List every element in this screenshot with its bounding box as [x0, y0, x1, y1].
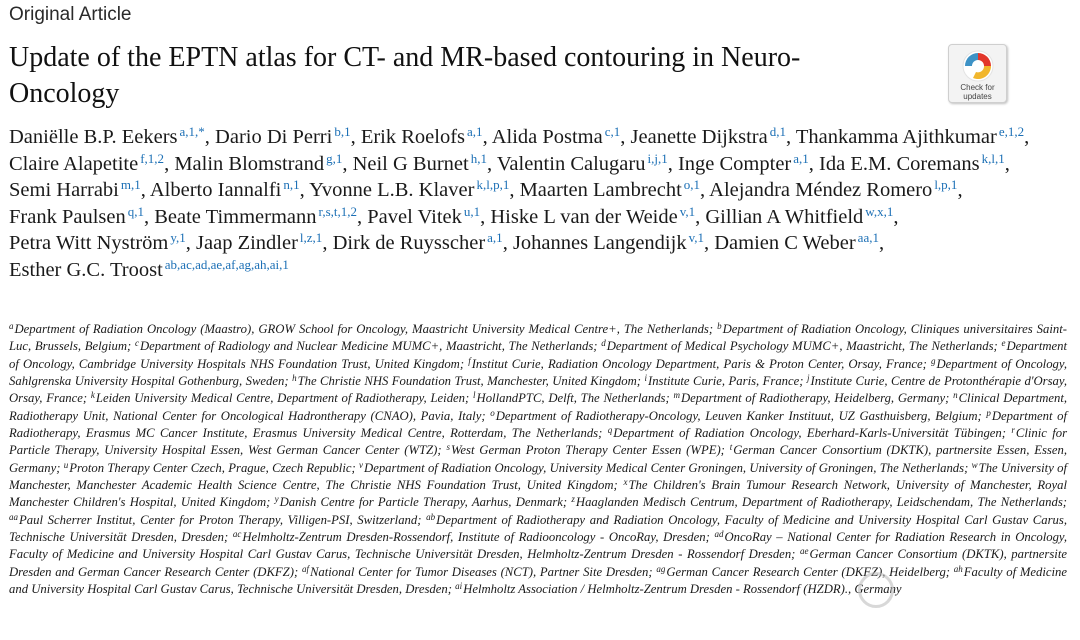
author-item [9, 256, 289, 281]
affiliation-text: Institut Curie, Radiation Oncology Department, Paris & Proton Center, Orsay, France; [471, 356, 927, 371]
affiliation-text: Department of Radiation Oncology, University Medical Center Groningen, University of Groningen, The Netherlands; [364, 460, 969, 475]
affiliation-text: Clinical Department, Radiotherapy Unit, National Center for Oncological Hadrontherapy (CNAO), Pavia, Italy; [9, 391, 1068, 423]
affiliation-key: h [292, 373, 297, 384]
author-name[interactable]: Yvonne L.B. Klaver [309, 179, 475, 201]
author-item [215, 126, 351, 148]
author-name[interactable]: Hiske L van der Weide [490, 205, 678, 228]
affiliation-text: Haaglanden Medisch Centrum, Department of Radiotherapy, Leidschendam, The Netherlands; [575, 495, 1068, 510]
author-name[interactable]: Johannes Langendijk [512, 232, 687, 254]
affiliation-text: German Cancer Consortium (DKTK), partnersite Dresden and German Cancer Research Center (DKFZ); [9, 547, 1067, 579]
author-name[interactable]: Jeanette Dijkstra [630, 126, 768, 148]
author-item [490, 203, 696, 228]
author-name[interactable]: Alida Postma [491, 126, 603, 148]
author-affiliation-link[interactable]: a,1 [793, 150, 809, 166]
affiliation-text: Helmholtz-Zentrum Dresden-Rossendorf, Institute of Radiooncology - OncoRay, Dresden; [242, 530, 710, 545]
author-name[interactable]: Beate Timmermann [154, 205, 317, 228]
affiliation-key: f [468, 355, 471, 366]
author-item [9, 179, 141, 201]
author-name[interactable]: Dirk de Ruysscher [332, 232, 486, 254]
affiliation-key: ab [426, 511, 436, 522]
affiliation-key: l [473, 390, 476, 401]
affiliation-key: z [571, 494, 575, 505]
author-item [492, 126, 621, 148]
affiliation-text: Institute Curie, Paris, France; [647, 374, 804, 389]
author-affiliation-link[interactable]: l,p,1 [934, 177, 958, 192]
author-item [677, 150, 809, 175]
author-name[interactable]: Semi Harrabi [9, 179, 119, 201]
author-affiliation-link[interactable]: k,l,1 [981, 150, 1005, 166]
author-item [174, 150, 343, 175]
author-affiliation-link[interactable]: k,l,p,1 [476, 177, 510, 192]
affiliation-text: Paul Scherrer Institut, Center for Proton Therapy, Villigen-PSI, Switzerland; [19, 512, 422, 527]
affiliation-text: HollandPTC, Delft, The Netherlands; [476, 391, 670, 406]
author-affiliation-link[interactable]: r,s,t,1,2 [318, 203, 357, 219]
affiliation-key: ai [455, 581, 463, 592]
affiliation-text: The Christie NHS Foundation Trust, Manchester, United Kingdom; [297, 374, 642, 389]
author-affiliation-link[interactable]: m,1 [120, 177, 141, 192]
author-name[interactable]: Jaap Zindler [196, 232, 298, 254]
author-list: Daniëlle B.P. Eekers $^{a,1,*}$, Dario Di Perri $^{b,1}$, Erik Roelofs $^{a,1}$, Alida Postma $^{c,1}$, Jeanette Dijkstra $^{d,1}$, Thankamma Ajithkumar $^{e,1,2}$, Claire Alapetite $^{f,1,2}$, Malin Blomstrand $^{g,1}$, Neil G Burnet $^{h,1}$, Valentin Calugaru $^{i,j,1}$, Inge Compter $^{a,1}$, Ida E.M. Coremans $^{k,l,1}$, Semi Harrabi $^{m,1}$, Alberto Iannalfi $^{n,1}$, Yvonne L.B. Klaver $^{k,l,p,1}$, Maarten Lambrecht $^{o,1}$, Alejandra Méndez Romero $^{l,p,1}$, Frank Paulsen $^{q,1}$, Beate Timmermann $^{r,s,t,1,2}$, Pavel Vitek $^{u,1}$, Hiske L van der Weide $^{v,1}$, Gillian A Whitfield $^{w,x,1}$, Petra Witt Nyström $^{y,1}$, Jaap Zindler $^{l,z,1}$, Dirk de Ruysscher $^{a,1}$, Johannes Langendijk $^{v,1}$, Damien C Weber $^{aa,1}$, Esther G.C. Troost $^{ab,ac,ad,ae,af,ag,ah,ai,1}$ [9, 124, 1030, 281]
author-name[interactable]: Ida E.M. Coremans [819, 152, 980, 175]
author-item [9, 150, 165, 175]
author-item [709, 179, 957, 201]
author-affiliation-link[interactable]: a,1 [467, 124, 483, 139]
affiliation-key: v [359, 459, 364, 470]
affiliation-text: Danish Centre for Particle Therapy, Aarhus, Denmark; [279, 495, 568, 510]
affiliation-key: i [644, 373, 647, 384]
affiliation-text: The Children's Brain Tumour Research Network, University of Manchester, Royal Manchester Children's Hospital, United Kingdom; [9, 478, 1067, 510]
author-affiliation-link[interactable]: v,1 [688, 230, 704, 245]
affiliation-key: ac [232, 529, 242, 540]
author-affiliation-link[interactable]: a,1 [487, 230, 503, 245]
author-item [496, 150, 668, 175]
affiliation-key: j [806, 373, 810, 384]
author-name[interactable]: Gillian A Whitfield [705, 205, 864, 228]
affiliation-text: West German Proton Therapy Center Essen (WPE); [450, 443, 725, 458]
affiliation-key: ag [656, 563, 666, 574]
author-name[interactable]: Alberto Iannalfi [149, 179, 282, 201]
crossmark-icon [961, 49, 995, 83]
author-item [367, 203, 481, 228]
author-item [361, 126, 483, 148]
affiliation-text: German Cancer Consortium (DKTK), partnersite Essen, Essen, Germany; [9, 443, 1068, 475]
affiliation-key: o [490, 407, 495, 418]
affiliation-key: t [729, 442, 733, 453]
author-affiliation-link[interactable]: ab,ac,ad,ae,af,ag,ah,ai,1 [164, 256, 289, 272]
affiliation-key: s [446, 442, 450, 453]
author-item [9, 126, 205, 148]
author-item [796, 126, 1024, 148]
author-name[interactable]: Petra Witt Nyström [9, 232, 169, 254]
author-affiliation-link[interactable]: v,1 [679, 203, 696, 219]
author-item [154, 203, 357, 228]
badge-line-2: updates [963, 92, 992, 101]
affiliation-text: National Center for Tumor Diseases (NCT), Partner Site Dresden; [309, 564, 653, 579]
author-item [513, 232, 704, 254]
author-item [9, 232, 186, 254]
affiliation-key: r [1011, 425, 1015, 436]
affiliation-key: a [9, 321, 14, 331]
author-affiliation-link[interactable]: b,1 [334, 124, 351, 139]
affiliation-text: Helmholtz Association / Helmholtz-Zentrum Dresden - Rossendorf (HZDR)., Germany [463, 582, 902, 597]
author-affiliation-link[interactable]: d,1 [769, 124, 786, 139]
author-item [150, 179, 300, 201]
affiliation-key: g [930, 355, 936, 366]
affiliation-text: The University of Manchester, Manchester Academic Health Science Centre, The Christie NHS Foundation Trust, United Kingdom; [9, 460, 1068, 493]
affiliation-key: af [301, 563, 309, 574]
author-affiliation-link[interactable]: i,j,1 [647, 150, 668, 166]
affiliation-key: b [717, 321, 722, 331]
author-name[interactable]: Damien C Weber [714, 232, 856, 254]
affiliation-text: Institute Curie, Centre de Protonthérapie d'Orsay, Orsay, France; [9, 374, 1068, 406]
affiliation-key: d [601, 338, 606, 349]
author-name[interactable]: Dario Di Perri [215, 126, 333, 148]
check-for-updates-button[interactable] [948, 44, 1007, 103]
watermark [858, 563, 1058, 614]
author-name[interactable]: Frank Paulsen [9, 205, 126, 228]
affiliation-list [9, 321, 1067, 599]
affiliation-text: OncoRay – National Center for Radiation Research in Oncology, Faculty of Medicine and University Hospital Carl Gustav Carus, Technische Universität Dresden, Helmholtz-Zentrum Dresden - Rossendorf Dresden; [9, 530, 1068, 562]
affiliation-text: Department of Radiotherapy, Heidelberg, Germany; [681, 391, 950, 406]
affiliation-text: Department of Oncology, Sahlgrenska University Hospital Gothenburg, Sweden; [9, 356, 1067, 389]
author-name[interactable]: Erik Roelofs [360, 126, 466, 148]
author-item [819, 150, 1005, 175]
affiliation-key: ah [953, 563, 963, 574]
affiliation-key: p [986, 407, 991, 418]
affiliation-text: Department of Radiation Oncology, Cliniques universitaires Saint-Luc, Brussels, Belgium; [9, 322, 1067, 354]
author-name[interactable]: Inge Compter [677, 152, 792, 175]
author-name[interactable]: Claire Alapetite [9, 152, 139, 175]
author-name[interactable]: Alejandra Méndez Romero [709, 179, 933, 201]
author-item [520, 179, 700, 201]
author-affiliation-link[interactable]: o,1 [683, 177, 701, 192]
author-name[interactable]: Thankamma Ajithkumar [795, 126, 997, 148]
affiliation-key: y [274, 494, 279, 505]
author-affiliation-link[interactable]: aa,1 [857, 230, 879, 245]
author-affiliation-link[interactable]: f,1,2 [140, 150, 165, 166]
author-item [309, 179, 509, 201]
author-item [196, 232, 322, 254]
affiliation-key: ae [799, 546, 809, 557]
author-name[interactable]: Pavel Vitek [367, 205, 462, 228]
affiliation-key: x [623, 477, 628, 488]
author-name[interactable]: Maarten Lambrecht [519, 179, 682, 201]
author-affiliation-link[interactable]: a,1,* [179, 124, 205, 139]
author-item [631, 126, 786, 148]
author-name[interactable]: Esther G.C. Troost [9, 258, 163, 281]
affiliation-text: German Cancer Research Center (DKFZ), Heidelberg; [666, 564, 951, 579]
author-affiliation-link[interactable]: g,1 [326, 150, 343, 166]
affiliation-text: Department of Medical Psychology MUMC+, Maastricht, The Netherlands; [606, 339, 998, 354]
author-item [714, 232, 879, 254]
author-affiliation-link[interactable]: h,1 [470, 150, 487, 166]
affiliation-text: Faculty of Medicine and University Hospital Carl Gustav Carus, Technische Universität Dresden, Dresden; [9, 564, 1068, 597]
affiliation-text: Department of Radiation Oncology, Eberhard-Karls-Universität Tübingen; [613, 426, 1006, 441]
affiliation-text: Department of Oncology, Cambridge University Hospitals NHS Foundation Trust, United Kingdom; [9, 339, 1068, 371]
author-item [9, 203, 144, 228]
badge-line-1: Check for [960, 83, 995, 92]
affiliation-key: m [673, 390, 680, 401]
affiliation-key: w [971, 459, 978, 470]
author-affiliation-link[interactable]: n,1 [283, 177, 300, 192]
author-affiliation-link[interactable]: y,1 [170, 230, 186, 245]
author-item [333, 232, 503, 254]
affiliation-key: e [1001, 338, 1006, 349]
affiliation-key: c [134, 338, 139, 349]
author-item [705, 203, 894, 228]
author-name[interactable]: Neil G Burnet [352, 152, 469, 175]
affiliation-text: Leiden University Medical Centre, Department of Radiotherapy, Leiden; [95, 391, 470, 406]
author-affiliation-link[interactable]: l,z,1 [299, 230, 323, 245]
affiliation-key: aa [9, 511, 18, 522]
affiliation-key: ad [714, 529, 724, 540]
article-title: Update of the EPTN atlas for CT- and MR-based contouring in Neuro-Oncology [9, 42, 801, 109]
affiliation-key: u [63, 459, 69, 470]
affiliation-key: q [607, 425, 613, 436]
watermark-logo-icon [858, 572, 894, 608]
affiliation-text: Department of Radiotherapy and Radiation Oncology, Faculty of Medicine and University Hospital Carl Gustav Carus, Technische Universität Dresden, Dresden; [9, 512, 1067, 545]
affiliation-text: Department of Radiotherapy-Oncology, Leuven Kanker Instituut, UZ Gasthuisberg, Belgium; [495, 408, 982, 423]
affiliation-text: Department of Radiation Oncology (Maastro), GROW School for Oncology, Maastricht University Medical Centre+, The Netherlands; [14, 322, 714, 336]
author-item [352, 150, 487, 175]
affiliation-key: k [90, 390, 95, 401]
author-affiliation-link[interactable]: u,1 [463, 203, 481, 219]
author-name[interactable]: Valentin Calugaru [496, 152, 646, 175]
author-affiliation-link[interactable]: c,1 [604, 124, 621, 139]
article-type-label: Original Article [9, 4, 132, 25]
author-affiliation-link[interactable]: w,x,1 [865, 203, 894, 219]
affiliation-text: Department of Radiology and Nuclear Medicine MUMC+, Maastricht, The Netherlands; [139, 339, 598, 354]
author-affiliation-link[interactable]: q,1 [127, 203, 144, 219]
affiliation-text: Department of Radiotherapy, Erasmus MC Cancer Institute, Erasmus University Medical Centre, Rotterdam, The Netherlands; [9, 408, 1067, 441]
author-name[interactable]: Malin Blomstrand [174, 152, 325, 175]
author-affiliation-link[interactable]: e,1,2 [998, 124, 1025, 139]
affiliation-text: Proton Therapy Center Czech, Prague, Czech Republic; [69, 460, 356, 475]
affiliation-text: Clinic for Particle Therapy, University Hospital Essen, West German Cancer Center (WTZ); [9, 426, 1068, 458]
affiliation-key: n [953, 390, 958, 401]
author-name[interactable]: Daniëlle B.P. Eekers [9, 126, 178, 148]
